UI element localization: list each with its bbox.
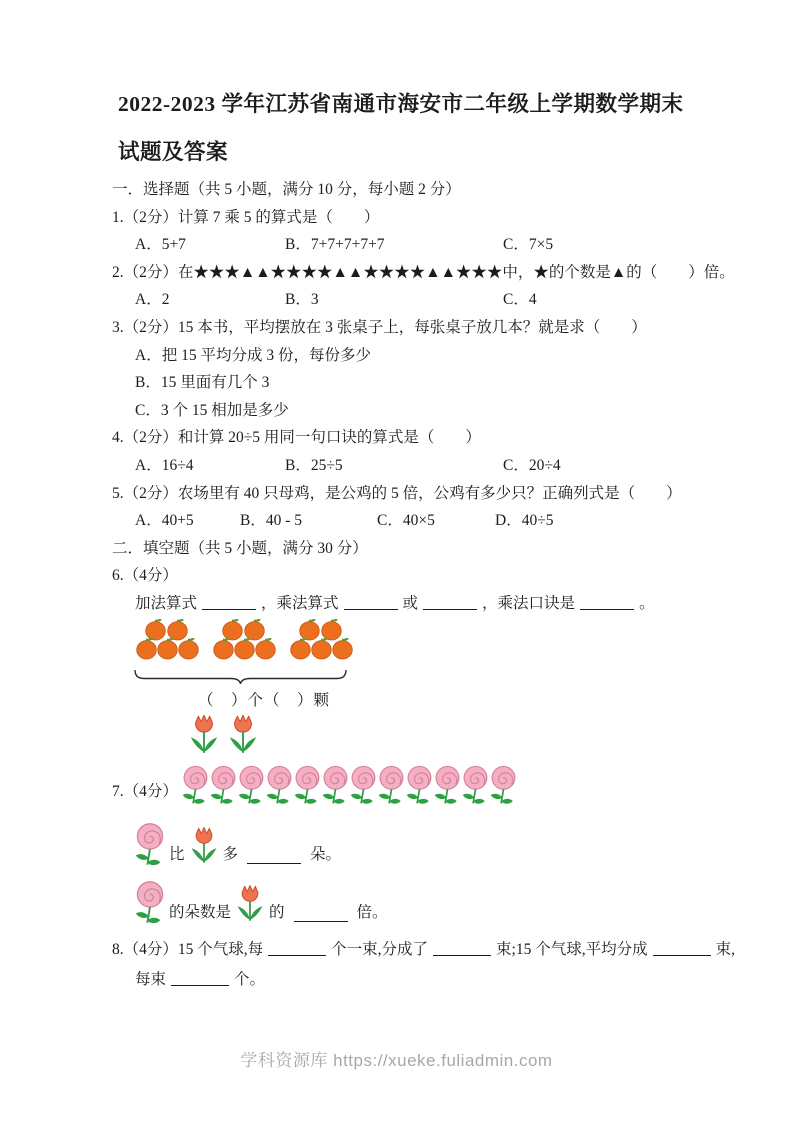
compare-line-2 (135, 879, 753, 927)
question-2-text: 2.（2分）在★★★▲▲★★★★▲▲★★★★▲▲★★★中，★的个数是▲的（ ）倍。 (112, 263, 735, 281)
flowers-figure (112, 713, 753, 811)
q3-option-b: B．15 里面有几个 3 (135, 374, 270, 392)
q6-seg2: ，乘法算式 (261, 594, 339, 612)
cmp2-seg3: 倍。 (356, 903, 388, 921)
q8-seg4: 束, (715, 940, 735, 958)
q5-option-a: A．40+5 (135, 512, 194, 530)
rose-flower-icon (294, 761, 321, 811)
rose-flower-icon (210, 761, 237, 811)
orange-group (135, 618, 199, 666)
q5-option-d: D．40÷5 (495, 512, 554, 530)
rose-flower-icon (266, 761, 293, 811)
q6-seg1: 加法算式 (135, 594, 198, 612)
q2-option-c: C．4 (503, 291, 537, 309)
orange-groups (135, 618, 753, 666)
question-5-options (135, 507, 753, 535)
footer-credit: 学科资源库 https://xueke.fuliadmin.com (240, 1051, 553, 1070)
rose-flower-icon (135, 822, 165, 869)
underbrace-icon (133, 669, 348, 684)
question-5-text: 5.（2分）农场里有 40 只母鸡，是公鸡的 5 倍，公鸡有多少只？正确列式是（ ） (112, 484, 682, 502)
q4-option-a: A．16÷4 (135, 456, 194, 474)
orange-group (289, 618, 353, 666)
q4-option-c: C．20÷4 (503, 456, 561, 474)
rose-row (182, 761, 753, 811)
page-title (118, 80, 753, 176)
cmp1-seg3: 朵。 (310, 845, 342, 863)
q2-option-b: B．3 (285, 291, 319, 309)
tulip-flower-icon (188, 713, 220, 757)
rose-flower-icon (322, 761, 349, 811)
question-8-line1 (112, 935, 753, 965)
q6-seg5: 。 (639, 594, 655, 612)
q5-option-b: B．40 - 5 (240, 512, 303, 530)
rose-flower-icon (238, 761, 265, 811)
tulip-flower-icon (235, 881, 265, 927)
cmp2-seg1: 的朵数是 (169, 903, 232, 921)
tulip-flower-icon (227, 713, 259, 757)
q3-option-a: A．把 15 平均分成 3 份，每份多少 (135, 346, 371, 364)
fill-blank (247, 848, 301, 864)
brace-caption: （ ）个（ ）颗 (198, 691, 331, 709)
rose-flower-icon (135, 880, 165, 927)
cmp1-seg1: 比 (169, 845, 185, 863)
question-6-blanks-line (135, 590, 753, 618)
question-4-options (135, 452, 753, 480)
orange-fruit-icon (331, 637, 354, 660)
fill-blank (653, 940, 711, 956)
fill-blank (202, 594, 256, 610)
question-3-text: 3.（2分）15 本书，平均摆放在 3 张桌子上，每张桌子放几本？就是求（ ） (112, 318, 647, 336)
orange-fruit-icon (156, 637, 179, 660)
compare-line-1 (135, 821, 753, 869)
rose-flower-icon (182, 761, 209, 811)
tulip-flower-icon (189, 823, 219, 869)
orange-fruit-icon (254, 637, 277, 660)
orange-fruit-icon (310, 637, 333, 660)
page-title-line1: 2022-2023 学年江苏省南通市海安市二年级上学期数学期末 (118, 92, 684, 116)
fill-blank (344, 594, 398, 610)
orange-fruit-icon (289, 637, 312, 660)
fill-blank (433, 940, 491, 956)
rose-flower-icon (434, 761, 461, 811)
question-7-label: 7.（4分） (112, 782, 178, 800)
question-4-text: 4.（2分）和计算 20÷5 用同一句口诀的算式是（ ） (112, 429, 481, 447)
q6-seg3: 或 (402, 594, 419, 612)
q6-seg4: ，乘法口诀是 (482, 594, 576, 612)
q8-seg6: 个。 (234, 970, 266, 988)
q1-option-c: C．7×5 (503, 236, 554, 254)
q4-option-b: B．25÷5 (285, 456, 343, 474)
q8-seg1: 8.（4分）15 个气球,每 (112, 940, 264, 958)
section-choice-header: 一．选择题（共 5 小题，满分 10 分，每小题 2 分） (112, 181, 461, 198)
tulip-row (188, 713, 753, 757)
question-1-text: 1.（2分）计算 7 乘 5 的算式是（ ） (112, 208, 380, 226)
rose-flower-icon (378, 761, 405, 811)
q2-option-a: A．2 (135, 291, 170, 309)
fill-blank (268, 940, 326, 956)
cmp1-seg2: 多 (222, 845, 239, 863)
q1-option-b: B．7+7+7+7+7 (285, 236, 385, 254)
q8-seg5: 每束 (135, 970, 167, 988)
fill-blank (580, 594, 634, 610)
question-2-options (135, 286, 753, 314)
orange-fruit-icon (212, 637, 235, 660)
question-1-options (135, 231, 753, 259)
orange-fruit-icon (233, 637, 256, 660)
rose-flower-icon (462, 761, 489, 811)
rose-flower-icon (350, 761, 377, 811)
q5-option-c: C．40×5 (377, 512, 435, 530)
question-6-label: 6.（4分） (112, 567, 178, 585)
question-8-line2 (135, 965, 753, 995)
section-fill-header: 二．填空题（共 5 小题，满分 30 分） (112, 539, 368, 557)
q8-seg2: 个一束,分成了 (331, 940, 429, 958)
q1-option-a: A．5+7 (135, 236, 186, 254)
q8-seg3: 束;15 个气球,平均分成 (496, 940, 648, 958)
fill-blank (171, 970, 229, 986)
rose-flower-icon (490, 761, 517, 811)
rose-flower-icon (406, 761, 433, 811)
orange-group (212, 618, 276, 666)
oranges-figure (135, 618, 753, 713)
orange-fruit-icon (177, 637, 200, 660)
fill-blank (294, 906, 348, 922)
orange-fruit-icon (135, 637, 158, 660)
q3-option-c: C．3 个 15 相加是多少 (135, 401, 289, 419)
cmp2-seg2: 的 (269, 903, 285, 921)
fill-blank (423, 594, 477, 610)
page-title-line2: 试题及答案 (118, 140, 229, 164)
